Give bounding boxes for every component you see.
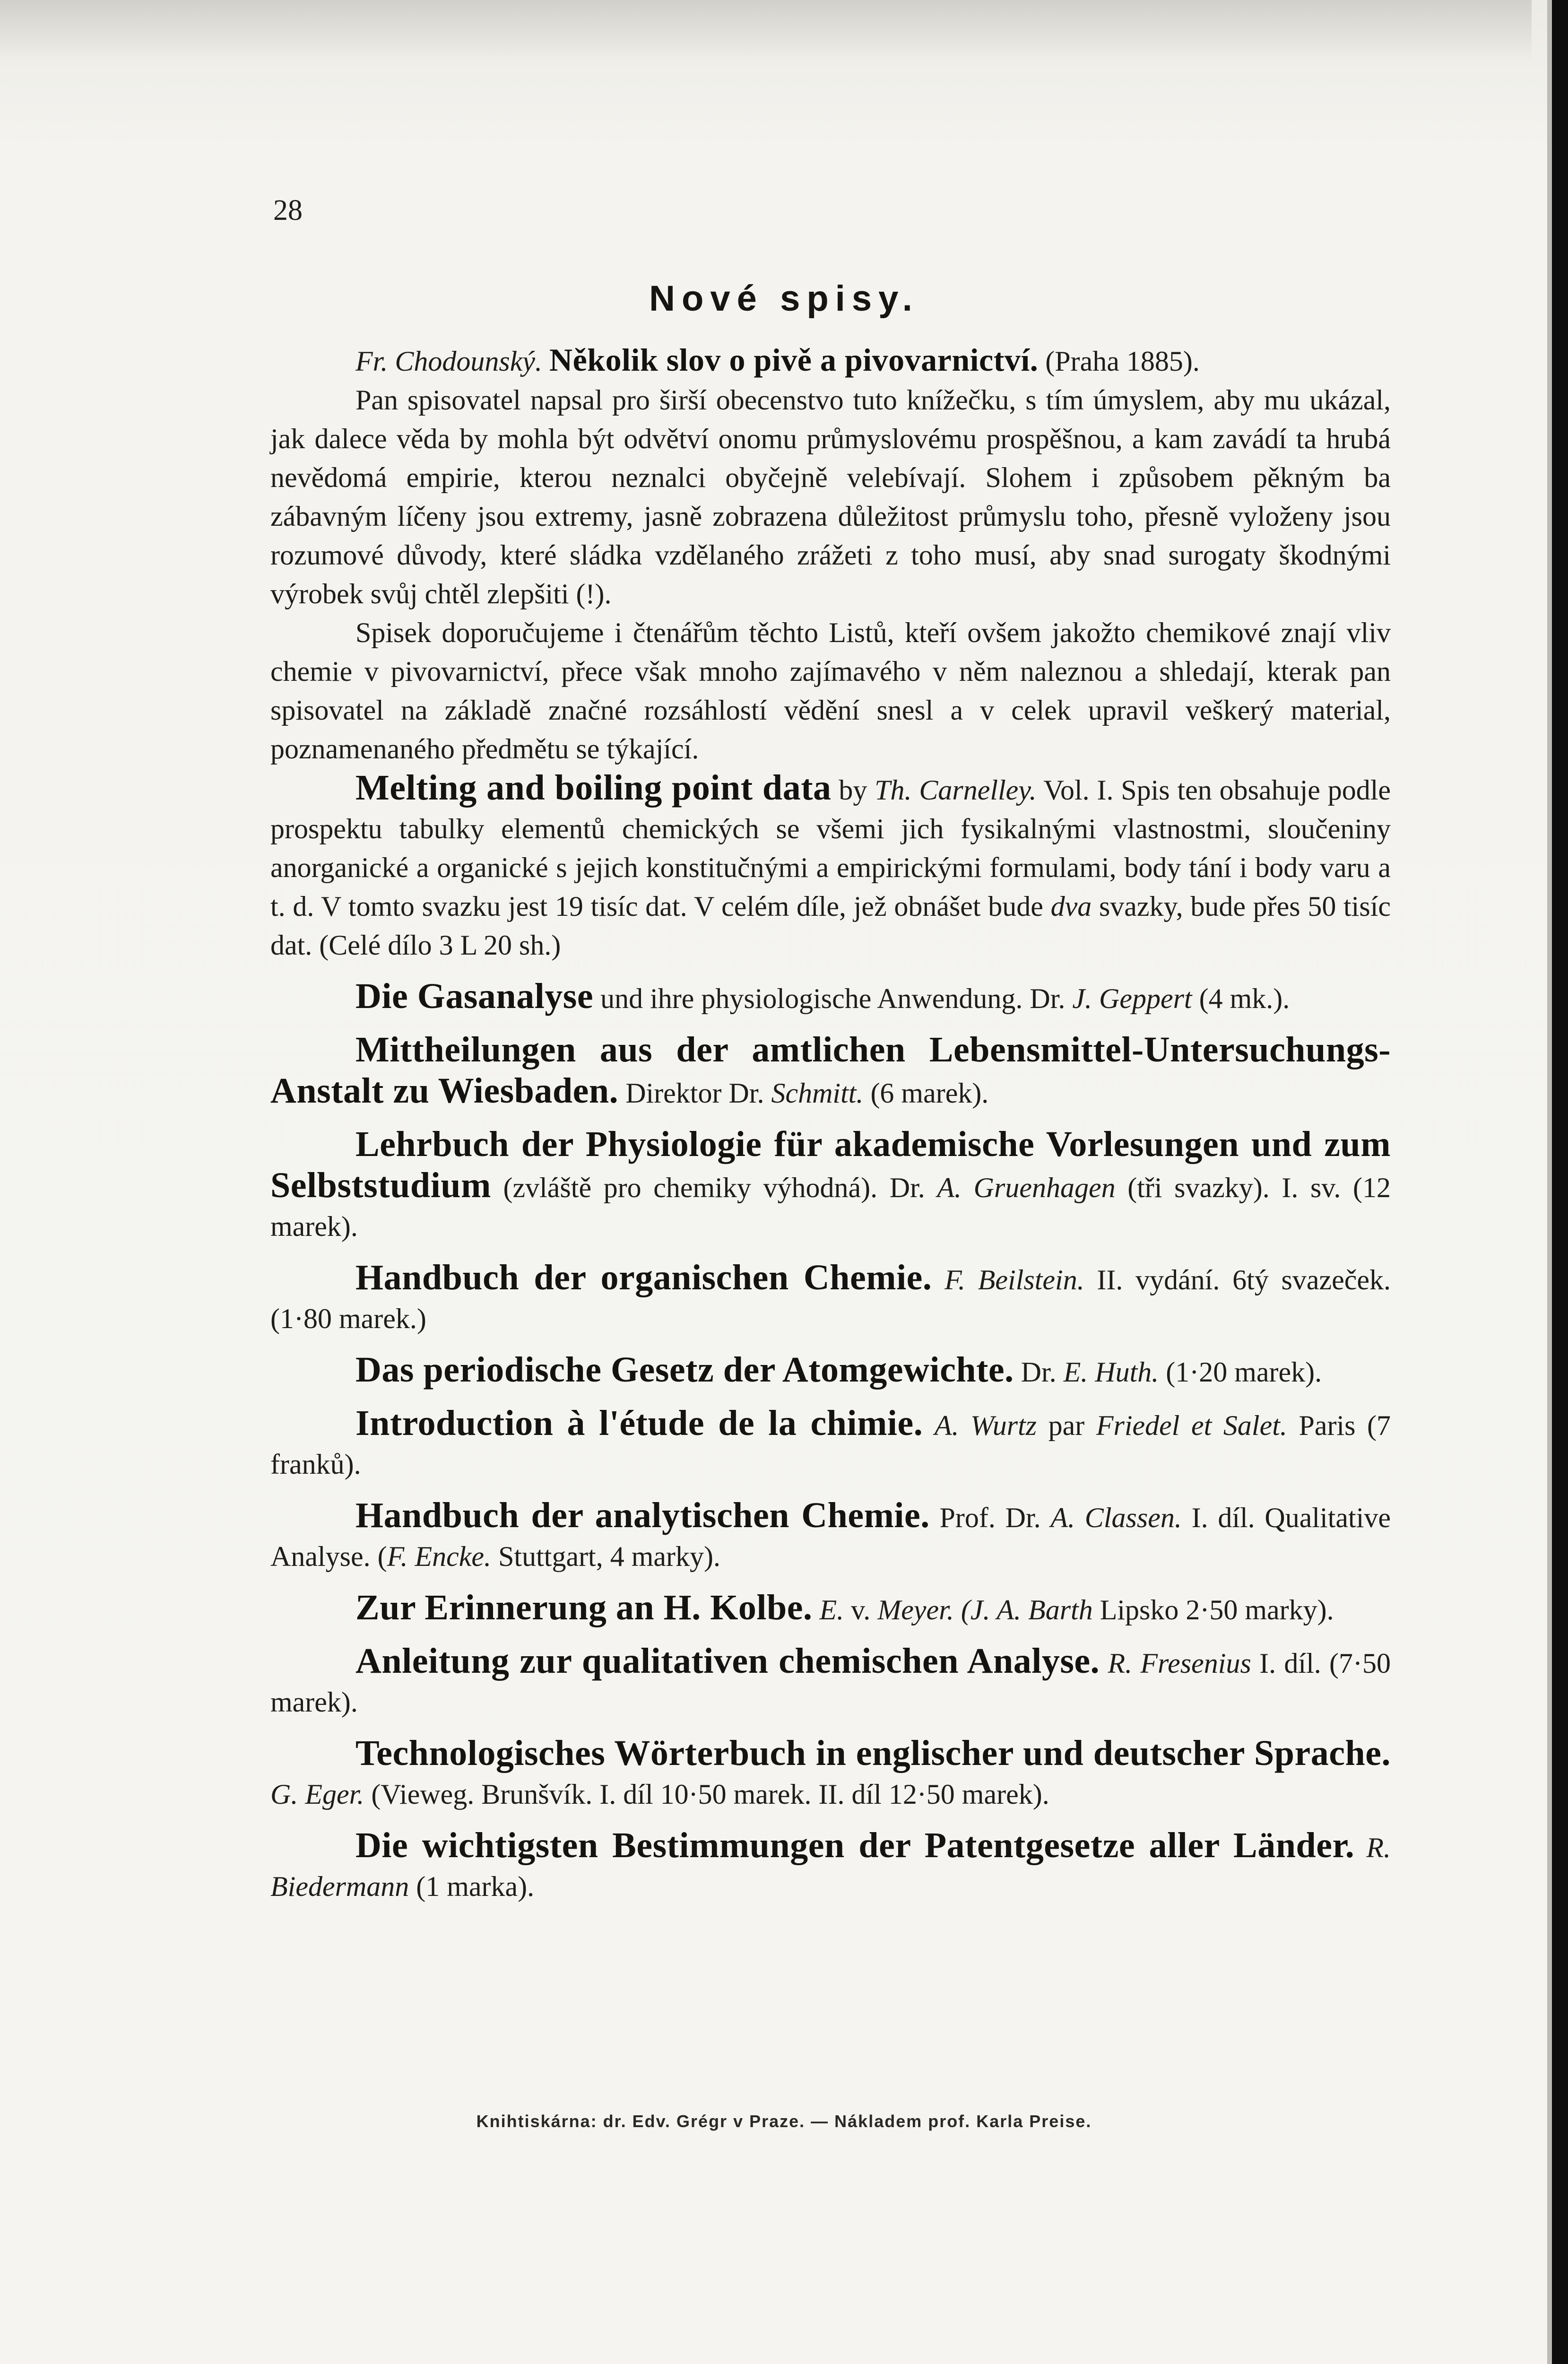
book-text xyxy=(954,1594,961,1625)
intro-heading xyxy=(270,340,1391,381)
book-text: par xyxy=(1037,1410,1096,1441)
book-entry xyxy=(270,1404,1391,1484)
book-text: I. díl. (7·50 marek). xyxy=(270,1648,1391,1718)
book-emphasis: dva xyxy=(1050,891,1092,922)
book-author: F. Beilstein. xyxy=(944,1264,1084,1295)
page-edge xyxy=(1547,0,1552,2364)
intro-book-title: Několik slov o pivě a pivovarnictví. xyxy=(549,342,1039,378)
book-entry xyxy=(270,1030,1391,1112)
article-body xyxy=(270,340,1391,1906)
book-author: R. Biedermann xyxy=(270,1832,1391,1902)
book-entry xyxy=(270,1350,1391,1391)
book-author: E. Huth. xyxy=(1063,1356,1159,1388)
book-author: E. xyxy=(819,1594,844,1625)
book-title: Die Gasanalyse xyxy=(355,976,594,1016)
intro-place-date: (Praha 1885). xyxy=(1045,346,1200,377)
book-text: Paris (7 franků). xyxy=(270,1410,1391,1480)
book-publisher: (J. A. Barth xyxy=(961,1594,1093,1625)
book-text: Stuttgart, 4 marky). xyxy=(491,1541,720,1572)
book-text: v. xyxy=(844,1594,878,1625)
book-text: Lipsko 2·50 marky). xyxy=(1092,1594,1334,1625)
book-text xyxy=(813,1594,820,1625)
book-text: (1 marka). xyxy=(409,1871,535,1902)
book-title: Zur Erinnerung an H. Kolbe. xyxy=(355,1588,813,1627)
book-title: Handbuch der organischen Chemie. xyxy=(355,1258,932,1297)
book-entry xyxy=(270,1125,1391,1246)
book-author: A. Wurtz xyxy=(934,1410,1037,1441)
book-publisher: F. Encke. xyxy=(387,1541,492,1572)
book-text: Direktor Dr. xyxy=(618,1078,771,1109)
book-text xyxy=(1354,1832,1366,1863)
book-entry xyxy=(270,977,1391,1018)
book-text: I. díl. Qualitative Analyse. ( xyxy=(270,1502,1391,1572)
book-entry xyxy=(270,1642,1391,1721)
intro-paragraph-2: Spisek doporučujeme i čtenářům těchto Listů, kteří ovšem jakožto chemikové znají vliv chemie v pivovarnictví, přece však mnoho zajímavého v něm naleznou a shledají, kterak pan spisovatel na základě značné rozsáhlostí vědění snesl a v celek upravil veškerý material, poznamenaného předmětu se týkající. xyxy=(270,617,1391,765)
book-entry xyxy=(270,1588,1391,1629)
book-entry xyxy=(270,1826,1391,1906)
section-title: Nové spisy. xyxy=(649,278,919,319)
book-author: Th. Carnelley. xyxy=(875,774,1037,806)
book-text: Dr. xyxy=(1014,1356,1064,1388)
book-text: (zvláště pro chemiky výhodná). Dr. xyxy=(491,1172,937,1203)
scan-border xyxy=(1552,0,1568,2364)
book-entry xyxy=(270,1496,1391,1576)
book-text xyxy=(1100,1648,1108,1679)
book-title: Mittheilungen aus der amtlichen Lebensmittel-Untersuchungs-Anstalt zu Wiesbaden. xyxy=(270,1030,1391,1111)
book-author: R. Fresenius xyxy=(1108,1648,1251,1679)
book-text: (4 mk.). xyxy=(1192,983,1290,1014)
book-text: II. vydání. 6tý svazeček. (1·80 marek.) xyxy=(270,1264,1391,1334)
book-author: G. Eger. xyxy=(270,1779,364,1810)
intro-author: Fr. Chodounský. xyxy=(355,346,542,377)
book-text xyxy=(932,1264,944,1295)
printer-imprint: Knihtiskárna: dr. Edv. Grégr v Praze. — Nákladem prof. Karla Preise. xyxy=(476,2112,1092,2131)
book-list xyxy=(270,768,1391,1906)
book-title: Technologisches Wörterbuch in englischer und deutscher Sprache. xyxy=(355,1733,1391,1773)
book-entry xyxy=(270,768,1391,965)
book-text: Prof. Dr. xyxy=(929,1502,1051,1533)
book-entry xyxy=(270,1734,1391,1814)
book-text xyxy=(923,1410,935,1441)
book-author: Meyer. xyxy=(877,1594,954,1625)
book-text: (6 marek). xyxy=(863,1078,989,1109)
book-title: Melting and boiling point data xyxy=(355,768,832,808)
book-entry xyxy=(270,1258,1391,1338)
book-text: und ihre physiologische Anwendung. Dr. xyxy=(593,983,1073,1014)
book-text: Vol. I. Spis ten obsahuje podle prospektu tabulky elementů chemických se všemi jich fysikalnými vlastnostmi, sloučeniny anorganické a organické s jejich konstitučnými a empirickými formulami, body tání i body varu a t. d. V tomto svazku jest 19 tisíc dat. V celém díle, jež obnášet bude xyxy=(270,774,1391,922)
book-text: by xyxy=(831,774,875,806)
book-title: Anleitung zur qualitativen chemischen Analyse. xyxy=(355,1641,1100,1681)
book-title: Die wichtigsten Bestimmungen der Patentgesetze aller Länder. xyxy=(355,1825,1355,1865)
intro-paragraph-1: Pan spisovatel napsal pro širší obecenstvo tuto knížečku, s tím úmyslem, aby mu ukázal, jak dalece věda by mohla být odvětví onomu průmyslovému prospěšnou, a kam zavádí ta hrubá nevědomá empirie, kterou neznalci obyčejně velebívají. Slohem i způsobem pěkným ba zábavným líčeny jsou extremy, jasně zobrazena důležitost průmyslu toho, přesně vyloženy jsou rozumové důvody, které sládka vzdělaného zrážeti z toho musí, aby snad surogaty škodnými výrobek svůj chtěl zlepšiti (!). xyxy=(270,384,1391,609)
book-text: svazky, bude přes 50 tisíc dat. (Celé dílo 3 L 20 sh.) xyxy=(270,891,1391,961)
book-title: Lehrbuch der Physiologie für akademische Vorlesungen und zum Selbststudium xyxy=(270,1124,1391,1205)
book-text: (tři svazky). I. sv. (12 marek). xyxy=(270,1172,1391,1242)
book-author: Schmitt. xyxy=(771,1078,864,1109)
book-author: A. Classen. xyxy=(1050,1502,1182,1533)
book-author: Friedel et Salet. xyxy=(1096,1410,1287,1441)
book-text: (1·20 marek). xyxy=(1159,1356,1322,1388)
book-title: Das periodische Gesetz der Atomgewichte. xyxy=(355,1350,1014,1390)
book-title: Introduction à l'étude de la chimie. xyxy=(355,1403,923,1443)
book-author: J. Geppert xyxy=(1072,983,1192,1014)
book-text: (Vieweg. Brunšvík. I. díl 10·50 marek. II. díl 12·50 marek). xyxy=(364,1779,1049,1810)
book-title: Handbuch der analytischen Chemie. xyxy=(355,1495,930,1535)
scan-shadow-top xyxy=(0,0,1532,61)
book-author: A. Gruenhagen xyxy=(937,1172,1116,1203)
page-number: 28 xyxy=(273,194,303,226)
